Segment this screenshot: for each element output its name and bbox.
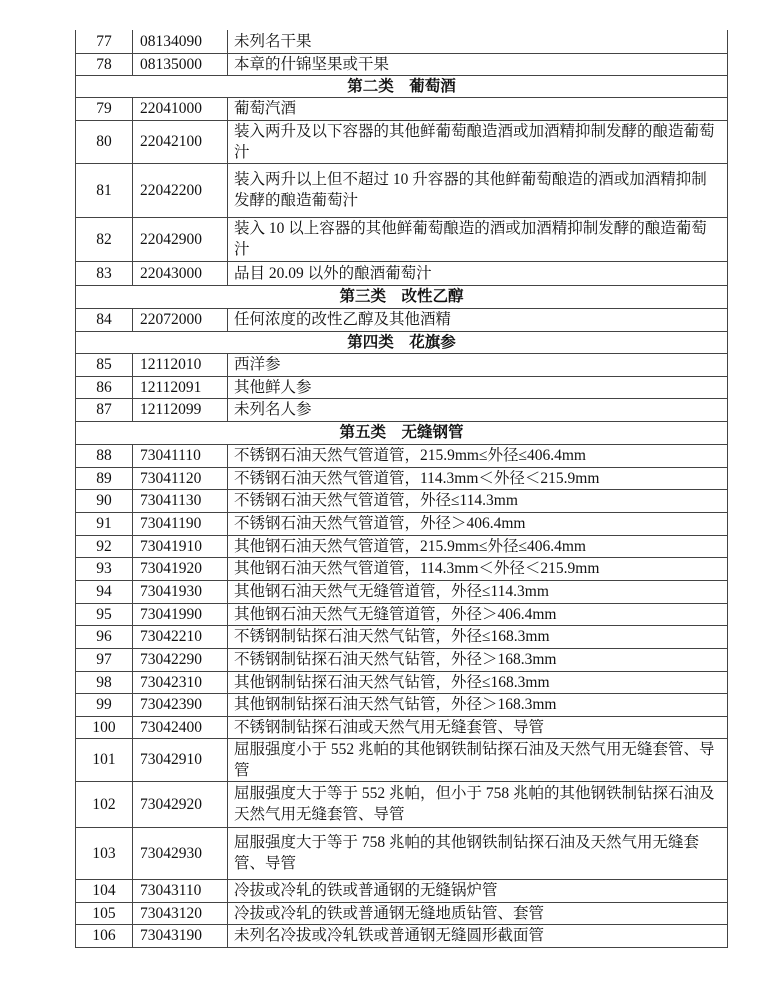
table-row (76, 512, 728, 535)
description-cell: 装入 10 以上容器的其他鲜葡萄酿造的酒或加酒精抑制发酵的酿造葡萄汁 (228, 217, 728, 261)
description-cell: 不锈钢石油天然气管道管，215.9mm≤外径≤406.4mm (228, 444, 728, 467)
row-number-cell: 80 (76, 120, 133, 163)
table-row (76, 535, 728, 557)
commodity-code-cell: 12112091 (133, 376, 228, 398)
commodity-code-cell: 73041920 (133, 557, 228, 580)
table-row (76, 308, 728, 331)
commodity-code-cell: 73041930 (133, 580, 228, 603)
description-cell: 未列名干果 (228, 30, 728, 53)
table-row (76, 444, 728, 467)
table-row (76, 217, 728, 261)
table-row (76, 557, 728, 580)
description-cell: 本章的什锦坚果或干果 (228, 53, 728, 75)
row-number-cell: 91 (76, 512, 133, 535)
commodity-code-cell: 22042900 (133, 217, 228, 261)
description-cell: 其他钢石油天然气无缝管道管，外径≤114.3mm (228, 580, 728, 603)
commodity-code-cell: 73043190 (133, 924, 228, 947)
commodity-code-cell: 73043110 (133, 879, 228, 902)
section-title: 第五类 无缝钢管 (76, 421, 728, 444)
description-cell: 冷拔或冷轧的铁或普通钢的无缝锅炉管 (228, 879, 728, 902)
row-number-cell: 77 (76, 30, 133, 53)
commodity-code-cell: 73042400 (133, 716, 228, 738)
description-cell: 不锈钢石油天然气管道管，外径＞406.4mm (228, 512, 728, 535)
row-number-cell: 95 (76, 603, 133, 625)
description-cell: 装入两升以上但不超过 10 升容器的其他鲜葡萄酿造的酒或加酒精抑制发酵的酿造葡萄汁 (228, 163, 728, 217)
description-cell: 不锈钢石油天然气管道管，外径≤114.3mm (228, 489, 728, 512)
description-cell: 屈服强度小于 552 兆帕的其他钢铁制钻探石油及天然气用无缝套管、导管 (228, 738, 728, 781)
table-row (76, 671, 728, 693)
row-number-cell: 81 (76, 163, 133, 217)
section-header-row (76, 421, 728, 444)
commodity-code-cell: 73041990 (133, 603, 228, 625)
tariff-code-table (75, 30, 728, 948)
description-cell: 其他钢石油天然气管道管，215.9mm≤外径≤406.4mm (228, 535, 728, 557)
table-row (76, 738, 728, 781)
description-cell: 其他钢制钻探石油天然气钻管，外径≤168.3mm (228, 671, 728, 693)
row-number-cell: 105 (76, 902, 133, 924)
table-row (76, 648, 728, 671)
table-row (76, 53, 728, 75)
row-number-cell: 88 (76, 444, 133, 467)
table-row (76, 625, 728, 648)
commodity-code-cell: 73042910 (133, 738, 228, 781)
section-header-row (76, 285, 728, 308)
description-cell: 屈服强度大于等于 552 兆帕，但小于 758 兆帕的其他钢铁制钻探石油及天然气用无缝套管、导管 (228, 781, 728, 827)
commodity-code-cell: 08135000 (133, 53, 228, 75)
commodity-code-cell: 73041120 (133, 467, 228, 489)
commodity-code-cell: 22042100 (133, 120, 228, 163)
commodity-code-cell: 73041190 (133, 512, 228, 535)
description-cell: 葡萄汽酒 (228, 97, 728, 120)
commodity-code-cell: 73041910 (133, 535, 228, 557)
row-number-cell: 100 (76, 716, 133, 738)
table-row (76, 716, 728, 738)
row-number-cell: 82 (76, 217, 133, 261)
commodity-code-cell: 12112099 (133, 398, 228, 421)
row-number-cell: 104 (76, 879, 133, 902)
table-row (76, 30, 728, 53)
description-cell: 屈服强度大于等于 758 兆帕的其他钢铁制钻探石油及天然气用无缝套管、导管 (228, 827, 728, 879)
commodity-code-cell: 22072000 (133, 308, 228, 331)
section-title: 第三类 改性乙醇 (76, 285, 728, 308)
table-row (76, 781, 728, 827)
row-number-cell: 79 (76, 97, 133, 120)
row-number-cell: 98 (76, 671, 133, 693)
table-row (76, 827, 728, 879)
table-row (76, 163, 728, 217)
description-cell: 装入两升及以下容器的其他鲜葡萄酿造酒或加酒精抑制发酵的酿造葡萄汁 (228, 120, 728, 163)
commodity-code-cell: 73042930 (133, 827, 228, 879)
table-body (76, 30, 728, 947)
description-cell: 其他鲜人参 (228, 376, 728, 398)
row-number-cell: 78 (76, 53, 133, 75)
description-cell: 不锈钢制钻探石油或天然气用无缝套管、导管 (228, 716, 728, 738)
row-number-cell: 84 (76, 308, 133, 331)
row-number-cell: 87 (76, 398, 133, 421)
row-number-cell: 92 (76, 535, 133, 557)
description-cell: 其他钢石油天然气管道管，114.3mm＜外径＜215.9mm (228, 557, 728, 580)
description-cell: 不锈钢制钻探石油天然气钻管，外径≤168.3mm (228, 625, 728, 648)
table-row (76, 879, 728, 902)
table-row (76, 261, 728, 285)
row-number-cell: 90 (76, 489, 133, 512)
row-number-cell: 89 (76, 467, 133, 489)
commodity-code-cell: 73043120 (133, 902, 228, 924)
commodity-code-cell: 73042310 (133, 671, 228, 693)
commodity-code-cell: 08134090 (133, 30, 228, 53)
commodity-code-cell: 73042290 (133, 648, 228, 671)
commodity-code-cell: 12112010 (133, 353, 228, 376)
description-cell: 西洋参 (228, 353, 728, 376)
table-row (76, 376, 728, 398)
commodity-code-cell: 73042210 (133, 625, 228, 648)
description-cell: 不锈钢制钻探石油天然气钻管，外径＞168.3mm (228, 648, 728, 671)
description-cell: 其他钢石油天然气无缝管道管，外径＞406.4mm (228, 603, 728, 625)
table-row (76, 97, 728, 120)
row-number-cell: 94 (76, 580, 133, 603)
description-cell: 不锈钢石油天然气管道管，114.3mm＜外径＜215.9mm (228, 467, 728, 489)
row-number-cell: 102 (76, 781, 133, 827)
commodity-code-cell: 22041000 (133, 97, 228, 120)
description-cell: 未列名人参 (228, 398, 728, 421)
section-header-row (76, 75, 728, 97)
table-row (76, 353, 728, 376)
description-cell: 其他钢制钻探石油天然气钻管，外径＞168.3mm (228, 693, 728, 716)
description-cell: 任何浓度的改性乙醇及其他酒精 (228, 308, 728, 331)
table-row (76, 693, 728, 716)
row-number-cell: 93 (76, 557, 133, 580)
section-title: 第四类 花旗参 (76, 331, 728, 353)
table-row (76, 489, 728, 512)
row-number-cell: 96 (76, 625, 133, 648)
description-cell: 品目 20.09 以外的酿酒葡萄汁 (228, 261, 728, 285)
row-number-cell: 101 (76, 738, 133, 781)
table-row (76, 467, 728, 489)
row-number-cell: 97 (76, 648, 133, 671)
commodity-code-cell: 73042920 (133, 781, 228, 827)
commodity-code-cell: 73041110 (133, 444, 228, 467)
description-cell: 冷拔或冷轧的铁或普通钢无缝地质钻管、套管 (228, 902, 728, 924)
table-row (76, 398, 728, 421)
commodity-code-cell: 73042390 (133, 693, 228, 716)
commodity-code-cell: 22043000 (133, 261, 228, 285)
section-header-row (76, 331, 728, 353)
row-number-cell: 106 (76, 924, 133, 947)
row-number-cell: 99 (76, 693, 133, 716)
description-cell: 未列名冷拔或冷轧铁或普通钢无缝圆形截面管 (228, 924, 728, 947)
row-number-cell: 85 (76, 353, 133, 376)
row-number-cell: 86 (76, 376, 133, 398)
table-row (76, 902, 728, 924)
row-number-cell: 103 (76, 827, 133, 879)
row-number-cell: 83 (76, 261, 133, 285)
commodity-code-cell: 73041130 (133, 489, 228, 512)
table-row (76, 924, 728, 947)
section-title: 第二类 葡萄酒 (76, 75, 728, 97)
table-row (76, 120, 728, 163)
table-row (76, 603, 728, 625)
table-row (76, 580, 728, 603)
commodity-code-cell: 22042200 (133, 163, 228, 217)
